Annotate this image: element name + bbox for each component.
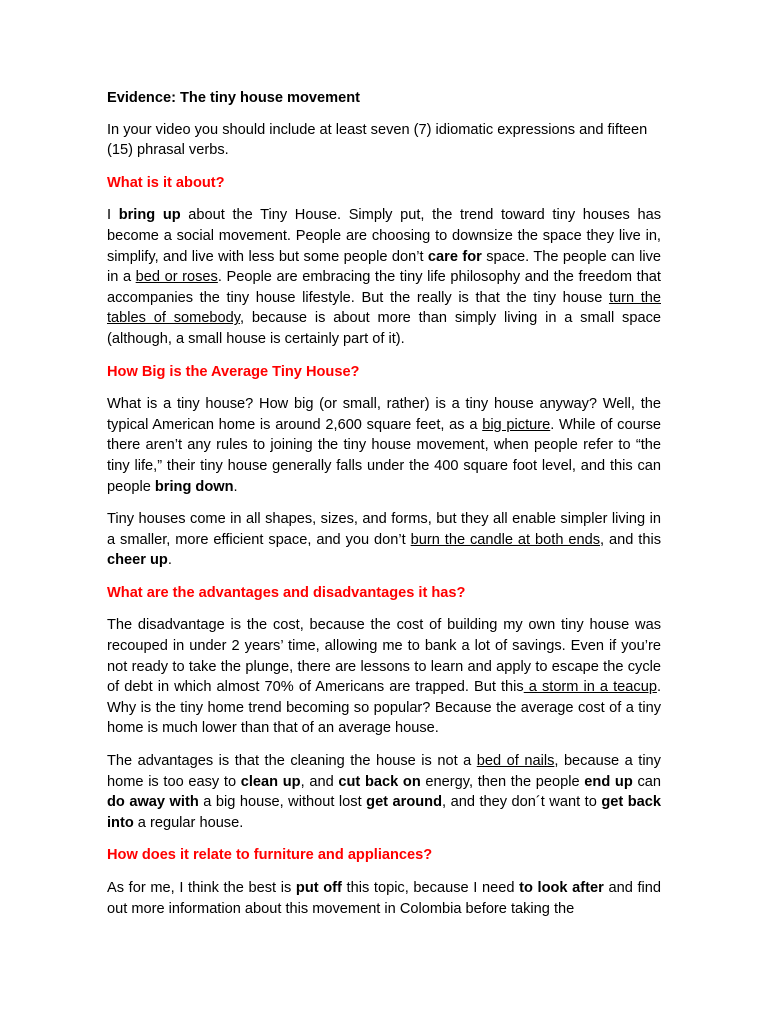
text-run: . While of course there aren’t any rules to joining the tiny house movement, when people refer to “the tiny life,” their tiny house generally falls under the 400 square foot level, and this can people [107, 416, 661, 495]
text-run: . [233, 478, 238, 495]
phrasal-verb: care for [427, 248, 482, 265]
idiom: bed of nails [476, 753, 555, 770]
text-run: . [167, 552, 172, 569]
document-title: Evidence: The tiny house movement [107, 90, 361, 106]
section-heading-furniture: How does it relate to furniture and appliances? [107, 847, 433, 864]
idiom: turn the tables of somebody [107, 289, 661, 327]
phrasal-verb: to look after [519, 880, 604, 896]
text-run: , because is about more than simply living in a small space (although, a small house is certainly part of it). [107, 310, 661, 347]
phrasal-verb: cut back on [338, 773, 421, 790]
text-run: energy, then the people [420, 773, 585, 790]
idiom: a storm in a teacup [523, 679, 657, 696]
text-run: The advantages is that the cleaning the house is not a [107, 753, 477, 770]
text-run: . People are embracing the tiny life philosophy and the freedom that accompanies the tiny house lifestyle. But the really is that the tiny house [107, 269, 661, 306]
section-heading-size: How Big is the Average Tiny House? [107, 363, 360, 380]
phrasal-verb: cheer up [107, 552, 168, 569]
section-heading-pros-cons: What are the advantages and disadvantages it has? [107, 584, 466, 601]
text-run: . Why is the tiny home trend becoming so popular? Because the average cost of a tiny home is much lower than that of an average house. [107, 679, 661, 737]
text-run: about the Tiny House. Simply put, the trend toward tiny houses has become a social movement. People are choosing to downsize the space they live in, simplify, and live with less but some people don’t [107, 207, 661, 265]
text-run: , and this [600, 531, 661, 548]
document-intro: In your video you should include at least seven (7) idiomatic expressions and fifteen (15) phrasal verbs. [107, 121, 648, 159]
text-run: I [107, 207, 119, 224]
text-run: a big house, without lost [198, 794, 367, 811]
document-page [107, 88, 661, 931]
text-run: and find out more information about this movement in Colombia before taking the [107, 880, 661, 917]
text-run: can [632, 773, 661, 790]
text-run: What is a tiny house? How big (or small, rather) is a tiny house anyway? Well, the typical American home is around 2,600 square feet, as a [107, 396, 661, 433]
phrasal-verb: end up [584, 773, 633, 790]
text-run: space. The people can live in a [107, 248, 661, 286]
idiom: bed or roses [135, 269, 218, 286]
text-run: , and [300, 773, 339, 790]
paragraph-advantages [107, 751, 661, 833]
idiom: big picture [482, 416, 551, 433]
phrasal-verb: put off [295, 880, 342, 896]
text-run: As for me, I think the best is [107, 880, 296, 896]
paragraph-about [107, 205, 661, 349]
paragraph-disadvantages [107, 615, 661, 739]
phrasal-verb: bring down [154, 478, 234, 495]
phrasal-verb: clean up [240, 773, 301, 790]
paragraph-shapes [107, 509, 661, 571]
text-run: Tiny houses come in all shapes, sizes, and forms, but they all enable simpler living in a smaller, more efficient space, and you don’t [107, 511, 661, 548]
phrasal-verb: bring up [118, 207, 181, 224]
text-run: this topic, because I need [341, 880, 520, 896]
text-run: , because a tiny home is too easy to [107, 753, 661, 790]
idiom: burn the candle at both ends [410, 531, 601, 548]
phrasal-verb: do away with [107, 794, 199, 811]
text-run: The disadvantage is the cost, because the cost of building my own tiny house was recouped in under 2 years’ time, allowing me to bank a lot of savings. Even if you’re not ready to take the plunge, there are lessons to learn and apply to escape the cycle of debt in which almost 70% of Americans are trapped. But this [107, 617, 661, 696]
phrasal-verb: get back into [107, 794, 661, 831]
paragraph-size [107, 394, 661, 497]
section-heading-about: What is it about? [107, 174, 225, 191]
paragraph-furniture [107, 878, 661, 919]
phrasal-verb: get around [366, 794, 443, 811]
text-run: a regular house. [133, 814, 244, 831]
text-run: , and they don´t want to [442, 794, 602, 811]
